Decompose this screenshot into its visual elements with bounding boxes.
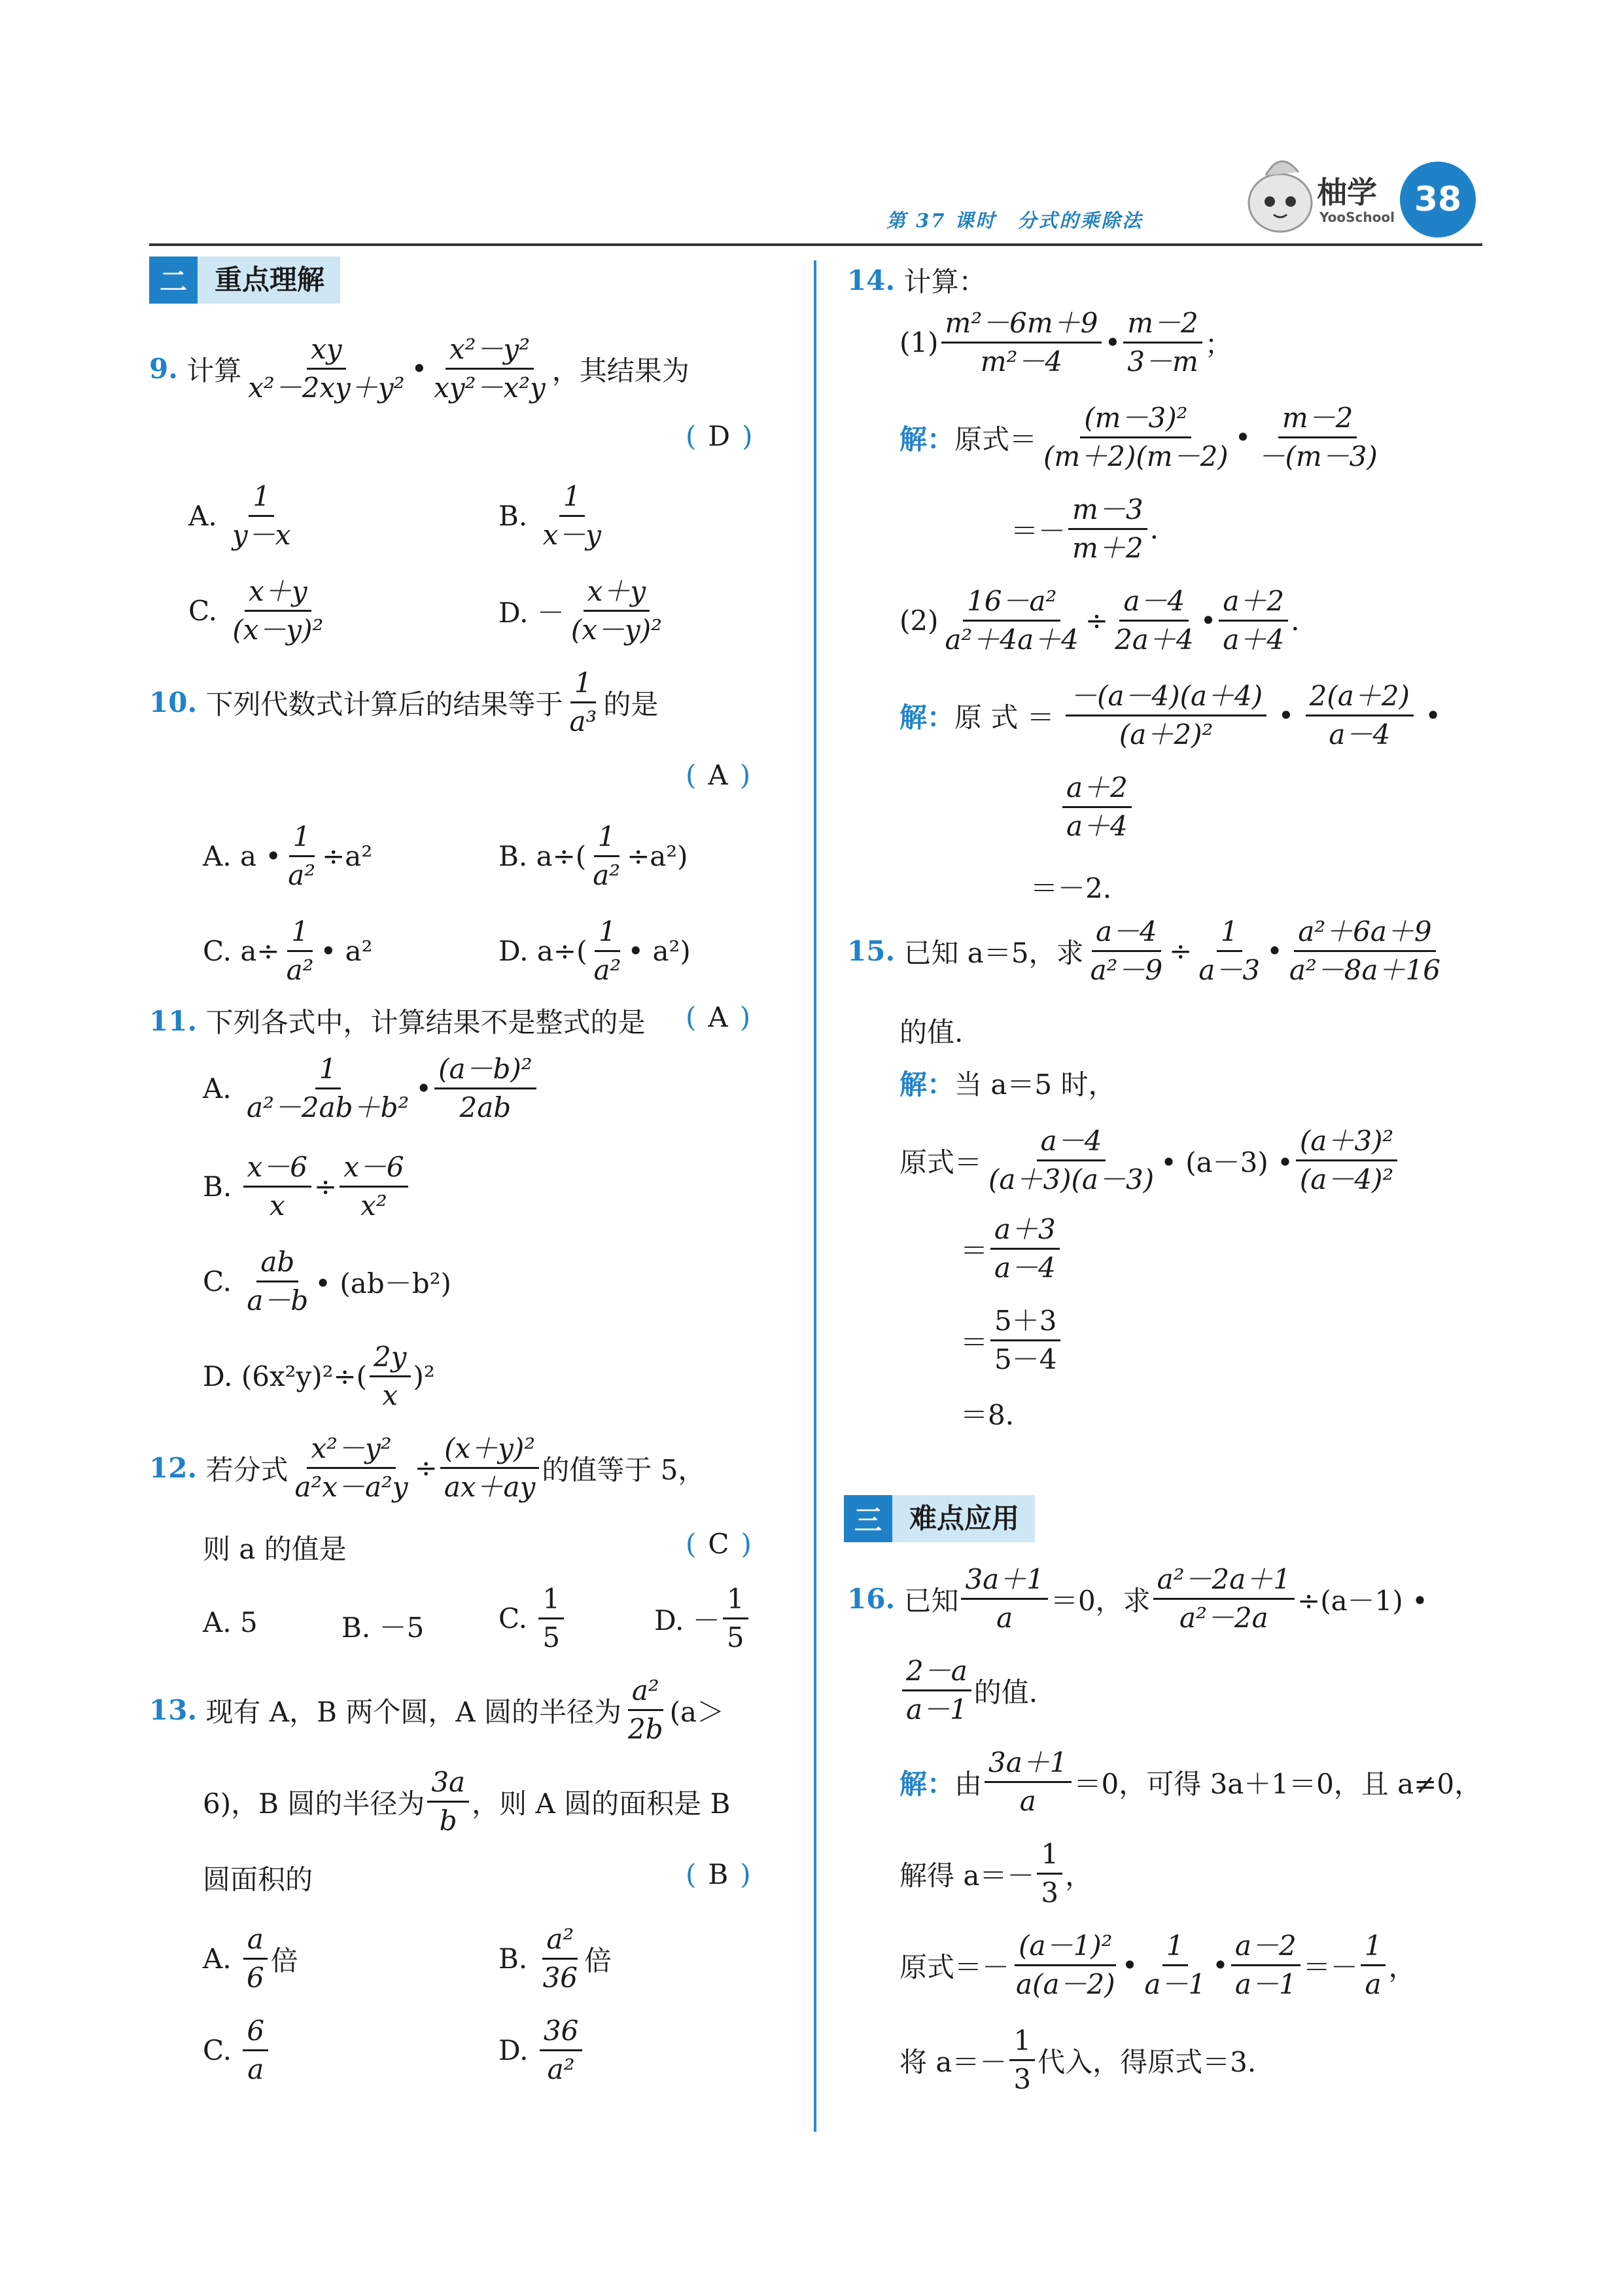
q11-option-d: D. (6x²y)²÷( 2y x )² bbox=[203, 1341, 435, 1412]
q9-answer: ( D ) bbox=[686, 420, 753, 452]
q15-stem: 15. 已知 a＝5，求 $\frac{a-4}{\text{a²－9}}$ ÷ $\frac{1}{a-3}$ • a²＋6a＋9 a²－8a＋16 bbox=[847, 915, 1441, 987]
q15-solution-step3: ＝ 5＋3 5－4 bbox=[960, 1305, 1063, 1376]
q16-solution-step4: 将 a＝－ 1 3 代入，得原式＝3. bbox=[899, 2024, 1257, 2096]
q12-line2: 则 a 的值是 bbox=[203, 1533, 347, 1565]
q14-part2: (2) $\frac{\text{16－a²}}{\text{a²＋4a＋4}}$ ÷ $\frac{a-4}{2a+4}$ • a＋2 a＋4 . bbox=[899, 585, 1300, 656]
section-number: 二 bbox=[149, 256, 198, 304]
fraction: xy x²－2xy＋y² bbox=[248, 333, 405, 404]
q14-result1: ＝－ m－3 m＋2 . bbox=[1011, 493, 1159, 565]
section-key-understanding bbox=[149, 256, 340, 304]
logo bbox=[1240, 149, 1403, 234]
q10-option-c: C. a÷ $\frac{1}{\text{a²}}$ • a² bbox=[203, 915, 373, 987]
q9-option-b: B. 1 x－y bbox=[498, 480, 601, 552]
q13-option-b: B. a² 36 倍 bbox=[498, 1923, 612, 1994]
q15-solution-step2: ＝ a＋3 a－4 bbox=[960, 1214, 1062, 1284]
q10-option-b: B. a÷( $\frac{1}{\text{a²}}$ ÷a²) bbox=[498, 821, 688, 892]
q10-stem: 10. 下列代数式计算后的结果等于 1 a³ 的是 bbox=[149, 667, 659, 738]
q9-stem: 9. 计算 xy x²－2xy＋y² • x²－y² xy²－x²y ，其结果为 bbox=[149, 333, 689, 404]
q11-answer: ( A ) bbox=[686, 1001, 751, 1033]
q16-line2: 2－a a－1 的值. bbox=[899, 1655, 1038, 1726]
q14-stem: 14. 计算： bbox=[847, 264, 986, 298]
q14-part1: (1) m²－6m＋9 m²－4 • m－2 3－m ； bbox=[899, 307, 1232, 378]
q16-stem: 16. 已知 3a＋1 a ＝0，求 $\frac{\text{a²－2a＋1}}{\text{a²－2a}}$ ÷(a－1) • bbox=[847, 1563, 1428, 1634]
q10-option-a: A. a • $\frac{1}{\text{a²}}$ ÷a² bbox=[203, 821, 373, 892]
q11-option-c: C. ab a－b • (ab－b²) bbox=[203, 1246, 451, 1317]
q15-result: ＝8. bbox=[960, 1399, 1015, 1431]
column-divider bbox=[814, 260, 816, 2132]
q13-option-d: D. 36 a² bbox=[498, 2015, 585, 2086]
q11-stem: 11. 下列各式中，计算结果不是整式的是 bbox=[149, 1004, 646, 1038]
header-rule bbox=[149, 243, 1482, 246]
q12-option-a: A. 5 bbox=[203, 1606, 258, 1638]
q13-option-c: C. 6 a bbox=[203, 2015, 271, 2086]
q15-solution-step1: 原式＝ a－4 (a＋3)(a－3) • (a－3) • (a＋3)² (a－4)² bbox=[899, 1125, 1400, 1196]
lesson-title: 第 37 课时 分式的乘除法 bbox=[886, 209, 1143, 232]
fraction: x²－y² xy²－x²y bbox=[434, 333, 546, 404]
q12-answer: ( C ) bbox=[686, 1528, 752, 1560]
page-number: 38 bbox=[1400, 162, 1476, 238]
q12-option-b: B. －5 bbox=[341, 1612, 425, 1644]
q14-solution1: 解： 原式＝ (m－3)² (m＋2)(m－2) • m－2 －(m－3) bbox=[899, 402, 1378, 473]
q9-option-a: A. 1 y－x bbox=[188, 480, 291, 552]
q13-answer: ( B ) bbox=[686, 1858, 751, 1890]
q11-option-a: A. 1 a²－2ab＋b² • (a－b)² 2ab bbox=[203, 1053, 539, 1124]
q12-stem: 12. 若分式 $\frac{\text{x²－y²}}{\text{a²x－a²y}}$ ÷ $\frac{\text{(x＋y)²}}{ax+ay}$ 的值等于 5， bbox=[149, 1432, 706, 1504]
q12-option-d: D. － 1 5 bbox=[654, 1583, 751, 1654]
section-hard-application bbox=[844, 1495, 1035, 1542]
q15-line2: 的值. bbox=[899, 1016, 964, 1048]
q16-solution-step3: 原式＝－ (a－1)² a(a－2) • 1 a－1 • a－2 a－1 ＝－ 1 a ， bbox=[899, 1930, 1416, 2001]
q13-line3: 圆面积的 bbox=[203, 1863, 313, 1896]
q12-option-c: C. 1 5 bbox=[498, 1583, 567, 1654]
q9-text: 计算 bbox=[186, 354, 242, 387]
q13-option-a: A. a 6 倍 bbox=[203, 1923, 298, 1994]
q16-solution-step2: 解得 a＝－ 1 3 ， bbox=[899, 1838, 1093, 1909]
section-title: 重点理解 bbox=[215, 264, 325, 296]
q15-solution-intro: 解： 当 a＝5 时， bbox=[899, 1069, 1116, 1101]
q11-option-b: B. $\frac{x-6}{x}$ ÷ $\frac{x-6}{\text{x²}}$ bbox=[203, 1152, 411, 1222]
q10-option-d: D. a÷( 1 a² • a²) bbox=[498, 915, 691, 987]
logo-text: 柚学 bbox=[1317, 175, 1377, 210]
section-number: 三 bbox=[844, 1495, 892, 1542]
q13-line2: 6)，B 圆的半径为 3a b ，则 A 圆的面积是 B bbox=[203, 1766, 731, 1837]
q9-number: 9. bbox=[149, 353, 178, 385]
q13-stem: 13. 现有 A，B 两个圆，A 圆的半径为 a² 2b (a＞ bbox=[149, 1674, 725, 1746]
q9-option-c: C. x＋y (x－y)² bbox=[188, 575, 324, 646]
q14-solution2: 解： 原 式 ＝ －(a－4)(a＋4) (a＋2)² • 2(a＋2) a－4 • bbox=[899, 680, 1442, 751]
logo-subtext: YooSchool bbox=[1319, 209, 1395, 225]
q10-answer: ( A ) bbox=[686, 759, 751, 791]
q16-solution-step1: 解： 由 3a＋1 a ＝0，可得 3a＋1＝0，且 a≠0， bbox=[899, 1746, 1482, 1818]
q14-result2: ＝－2. bbox=[1030, 872, 1112, 904]
q9-option-d: D. － x＋y (x－y)² bbox=[498, 575, 662, 646]
section-title: 难点应用 bbox=[909, 1502, 1020, 1534]
q14-solution2-cont: a＋2 a＋4 bbox=[1060, 772, 1134, 843]
